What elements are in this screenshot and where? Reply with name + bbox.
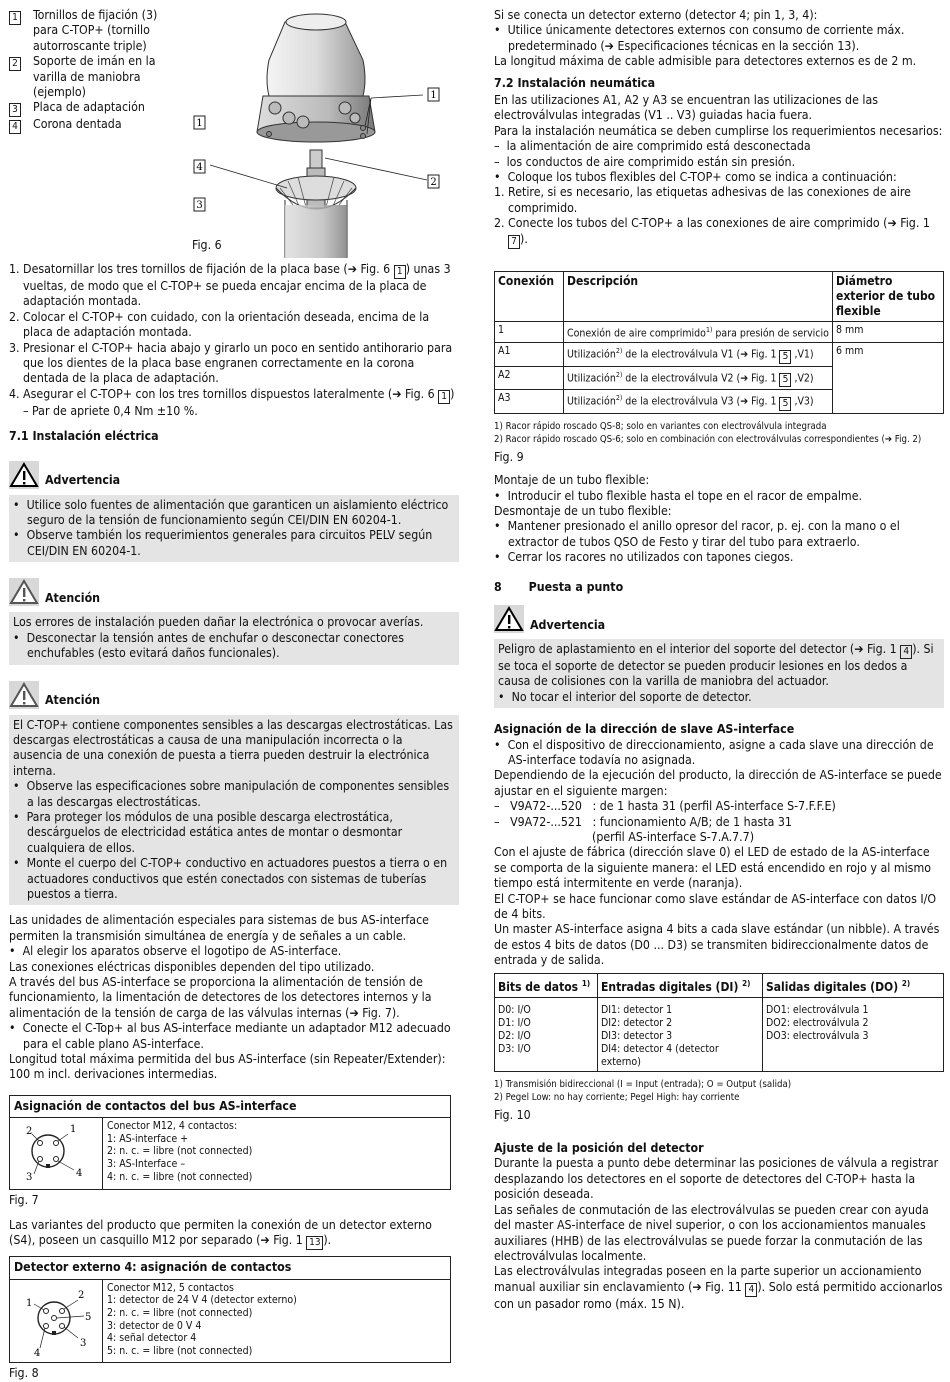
section-title: Ajuste de la posición del detector xyxy=(494,1141,704,1156)
connector-4pin-icon xyxy=(10,1118,102,1184)
warning-label: Advertencia xyxy=(530,617,606,632)
paragraph: Desmontaje de un tubo flexible: xyxy=(494,503,672,518)
pin-line: 5: n. c. = libre (not connected) xyxy=(107,1344,253,1357)
pin-label: 1 xyxy=(26,1297,33,1309)
step-text: 2. Conecte los tubos del C-TOP+ a las conexiones de aire comprimido (➔ Fig. 1 xyxy=(494,216,930,231)
table-cell: A2 xyxy=(495,366,564,390)
paragraph: ). xyxy=(323,1233,332,1248)
legend-text: Tornillos de fijación (3) para C-TOP+ (tornillo autorroscante triple) xyxy=(33,8,158,53)
table-cell: A1 xyxy=(495,343,564,367)
paragraph: Con el ajuste de fábrica (dirección slave 0) el LED de estado de la AS-interface se comporta de la siguiente manera: el LED está encendido en rojo y al mismo tiempo está intermitente en verde (naranja). xyxy=(494,845,931,891)
caution-item: Para proteger los módulos de una posible descarga electrostática, descárguelos de electricidad estática antes de montar o desmontar cualquiera de ellos. xyxy=(26,809,403,855)
paragraph: Para la instalación neumática se deben cumplirse los requerimientos necesarios: xyxy=(494,123,943,138)
paragraph: Longitud total máxima permitida del bus AS-interface (sin Repeater/Extender): 100 m incl. derivaciones intermedias. xyxy=(9,1052,446,1082)
pin-label: 4 xyxy=(34,1347,41,1358)
pin-label: 4 xyxy=(76,1168,83,1180)
fig10-caption: Fig. 10 xyxy=(494,1107,531,1122)
callout-box: 4 xyxy=(900,645,912,659)
pin-line: 3: detector de 0 V 4 xyxy=(107,1319,202,1332)
callout-box: 4 xyxy=(745,1283,757,1297)
caution-icon xyxy=(9,578,39,606)
callout-box: 1 xyxy=(394,265,406,279)
table-row xyxy=(495,343,944,367)
dash-text: (perfil AS-interface S-7.A.7.7) xyxy=(592,830,755,844)
step-text: 4. Asegurar el C-TOP+ con los tres tornillos dispuestos lateralmente (➔ Fig. 6 xyxy=(9,386,439,401)
pin-line: Conector M12, 4 contactos: xyxy=(107,1120,238,1133)
pin-label: 3 xyxy=(80,1337,87,1349)
paragraph: El C-TOP+ se hace funcionar como slave estándar de AS-interface con datos I/O de 4 bits. xyxy=(494,891,937,922)
footnote: 2) Pegel Low: no hay corriente; Pegel High: hay corriente xyxy=(494,1091,740,1103)
callout-label: 2 xyxy=(430,177,437,188)
table-cell: DI1: detector 1 DI2: detector 2 DI3: detector 3 DI4: detector 4 (detector externo) xyxy=(598,997,763,1071)
paragraph: La longitud máxima de cable admisible para detectores externos es de 2 m. xyxy=(494,54,917,69)
table-row xyxy=(495,321,944,343)
caution-label: Atención xyxy=(45,693,101,708)
warning-text: Peligro de aplastamiento en el interior del soporte del detector (➔ Fig. 1 xyxy=(498,641,901,656)
callout-box: 3 xyxy=(9,103,21,117)
table-cell: D0: I/O D1: I/O D2: I/O D3: I/O xyxy=(495,997,598,1071)
section-title: 8 Puesta a punto xyxy=(494,579,624,594)
step-text: 3. Presionar el C-TOP+ hacia abajo y girarlo un poco en sentido antihorario para que los dientes de la placa base engranen correctamente en la corona dentada de la placa de adaptación. xyxy=(9,340,453,386)
callout-box: 1 xyxy=(438,390,450,404)
footnote: 2) Racor rápido roscado QS-6; solo en combinación con electroválvulas correspondientes (➔ Fig. 2) xyxy=(494,433,922,445)
table-cell: Conexión de aire comprimido$^{1)}$ para presión de servicio xyxy=(564,321,833,343)
fig6-drawing xyxy=(185,0,460,258)
caution-box: Los errores de instalación pueden dañar la electrónica o provocar averías. • Desconectar la tensión antes de enchufar o desconectar conectores enchufables (esto evitará daños funcionales). xyxy=(9,612,459,664)
fig6-legend xyxy=(9,8,169,134)
fig7-pin-assignment xyxy=(9,1095,451,1190)
callout-box: 5 xyxy=(779,397,791,411)
left-column: 1. Desatornillar los tres tornillos de fijación de la placa base (➔ Fig. 6 1 ) unas 3 vueltas, de modo que el C-TOP+ se pueda encajar encima de la placa de adaptación montada. 2. Colocar el C-TOP+ con cuidado, con la orientación deseada, encima de la placa de adaptación montada. 3. Presionar el C-TOP+ hacia abajo y girarlo un poco en sentido antihorario para que los dientes de la placa base engranen correctamente en la corona dentada de la placa de adaptación. 4. Asegurar el C-TOP+ con los tres tornillos dispuestos lateralmente (➔ Fig. 6 1 ) – Par de apriete 0,4 Nm ±10 %. 7.1 Instalación eléctrica Advertencia • Utilice solo fuentes de alimentación que garanticen un aislamiento eléctrico seguro de la tensión de funcionamiento según CEI/DIN EN 60204-1. • Observe también los requerimientos generales para circuitos PELV según CEI/DIN EN 60204-1. Atención Los errores de instalación pueden dañar la electrónica o provocar averías. • Desconectar la tensión antes de enchufar o desconectar conectores enchufables (esto evitará daños funcionales). Atención El C-TOP+ contiene componentes sensibles a las descargas electrostáticas. Las descargas electrostáticas a causa de una manipulación incorrecta o la ausencia de una conexión de puesta a tierra pueden destruir la electrónica interna. • Observe las especificaciones sobre manipulación de componentes sensibles a las descargas electrostáticas. • Para proteger los módulos de una posible descarga electrostática, descárguelos de electricidad estática antes de montar o desmontar cualquiera de ellos. • Monte el cuerpo del C-TOP+ conductivo en actuadores puestos a tierra o en actuadores conductivos que estén conectados con sistemas de tuberías puestos a tierra. Las unidades de alimentación especiales para sistemas de bus AS-interface permiten la transmisión simultánea de energía y de señales a un cable. • Al elegir los aparatos observe el logotipo de AS-interface. Las conexiones eléctricas disponibles dependen del tipo utilizado. A través del bus AS-interface se proporciona la alimentación de tensión de funcionamiento, la limentación de detectores de los detectores internos y la alimentación de la tensión de carga de las válvulas internas (➔ Fig. 7). • Conecte el C-Top+ al bus AS-interface mediante un adaptador M12 adecuado para el cable plano AS-interface. Longitud total máxima permitida del bus AS-interface (sin Repeater/Extender): 100 m incl. derivaciones intermedias. Asignación de contactos del bus AS-interface 2 1 3 4 Conector M12, 4 contactos: 1: AS-interface + 2: n. c. = libre (not connected) 3: AS-Interface – 4: n. c. = libre (not connected) Fig. 7 Las variantes del producto que permiten la conexión de un detector externo (S4), poseen un casquillo M12 por separado (➔ Fig. 1 13 ). Detector externo 4: asignación de contactos 1 2 5 3 4 Conector M12, 5 contactos 1: detector de 24 V 4 (detector externo) 2: n. c. = libre (not connected) 3: detector de 0 V 4 4: señal detector 4 5: n. c. = libre (not connected) Fig. 8 xyxy=(9,262,459,1382)
pin-line: 3: AS-Interface – xyxy=(107,1158,186,1171)
pin-label: 1 xyxy=(70,1124,77,1136)
bullet-text: Utilice únicamente detectores externos con consumo de corriente máx. predeterminado (➔ Especificaciones técnicas en la sección 13). xyxy=(507,23,905,53)
callout-box: 1 xyxy=(9,11,21,25)
caution-header xyxy=(9,677,459,709)
dash-text: V9A72-...521 : funcionamiento A/B; de 1 hasta 31 xyxy=(510,814,792,829)
pin-line: 1: detector de 24 V 4 (detector externo) xyxy=(107,1294,297,1307)
table-cell: 8 mm xyxy=(833,321,944,343)
right-column: Si se conecta un detector externo (detector 4; pin 1, 3, 4): • Utilice únicamente detectores externos con consumo de corriente máx. predeterminado (➔ Especificaciones técnicas en la sección 13). La longitud máxima de cable admisible para detectores externos es de 2 m. 7.2 Instalación neumática En las utilizaciones A1, A2 y A3 se encuentran las utilizaciones de las electroválvulas integradas (V1 .. V3) guiadas hacia fuera. Para la instalación neumática se deben cumplirse los requerimientos necesarios: – la alimentación de aire comprimido está desconectada – los conductos de aire comprimido están sin presión. • Coloque los tubos flexibles del C-TOP+ como se indica a continuación: 1. Retire, si es necesario, las etiquetas adhesivas de las conexiones de aire comprimido. 2. Conecte los tubos del C-TOP+ a las conexiones de aire comprimido (➔ Fig. 1 7 ). Conexión Descripción Diámetro exterior de tubo flexible 1 Conexión de aire comprimido$^{1)}$ para presión de servicio 8 mm A1 Utilización$^{2)}$ de la electroválvula V1 (➔ Fig. 1 5 ,V1) 6 mm A2 Utilización$^{2)}$ de la electroválvula V2 (➔ Fig. 1 5 ,V2) A3 Utilización$^{2)}$ de la electroválvula V3 (➔ Fig. 1 5 ,V3) 1) Racor rápido roscado QS-8; solo en variantes con electroválvula integrada 2) Racor rápido roscado QS-6; solo en combinación con electroválvulas correspondientes (➔ Fig. 2) Fig. 9 Montaje de un tubo flexible: • Introducir el tubo flexible hasta el tope en el racor de empalme. Desmontaje de un tubo flexible: • Mantener presionado el anillo opresor del racor, p. ej. con la mano o el extractor de tubos QSO de Festo y tirar del tubo para extraerlo. • Cerrar los racores no utilizados con tapones ciegos. 8 Puesta a punto Advertencia Peligro de aplastamiento en el interior del soporte del detector (➔ Fig. 1 4 ). Si se toca el soporte de detector se pueden producir lesiones en los dedos a causa de colisiones con la varilla de maniobra del actuador. • No tocar el interior del soporte de detector. Asignación de la dirección de slave AS-interface • Con el dispositivo de direccionamiento, asigne a cada slave una dirección de AS-interface todavía no asignada. Dependiendo de la ejecución del producto, la dirección de AS-interface se puede ajustar en el siguiente margen: – V9A72-...520 : de 1 hasta 31 (perfil AS-interface S-7.F.F.E) – V9A72-...521 : funcionamiento A/B; de 1 hasta 31 (perfil AS-interface S-7.A.7.7) Con el ajuste de fábrica (dirección slave 0) el LED de estado de la AS-interface se comporta de la siguiente manera: el LED está encendido en rojo y al mismo tiempo está intermitente en verde (naranja). El C-TOP+ se hace funcionar como slave estándar de AS-interface con datos I/O de 4 bits. Un master AS-interface asigna 4 bits a cada slave estándar (un nibble). A través de estos 4 bits de datos (D0 ... D3) se transmiten bidireccionalmente datos de entrada y de salida. Bits de datos $^{1)}$ Entradas digitales (DI) $^{2)}$ Salidas digitales (DO) $^{2)}$ D0: I/O D1: I/O D2: I/O D3: I/O DI1: detector 1 DI2: detector 2 DI3: detector 3 DI4: detector 4 (detector externo) DO1: electroválvula 1 DO2: electroválvula 2 DO3: electroválvula 3 1) Transmisión bidireccional (I = Input (entrada); O = Output (salida) 2) Pegel Low: no hay corriente; Pegel High: hay corriente Fig. 10 Ajuste de la posición del detector Durante la puesta a punto debe determinar las posiciones de válvula a registrar desplazando los detectores en el soporte de detectores del C-TOP+ hasta la posición deseada. Las señales de conmutación de las electroválvulas se pueden crear con ayuda del master AS-interface de nivel superior, o con los accionamientos manuales auxiliares (HHB) de las electroválvulas se puede forzar la conmutación de las electroválvulas localmente. Las electroválvulas integradas poseen en la parte superior un accionamiento manual auxiliar sin enclavamiento (➔ Fig. 11 4 ). Solo está permitido accionarlos con un pasador romo (máx. 15 N). xyxy=(494,8,943,1311)
legend-text: Soporte de imán en la varilla de maniobra (ejemplo) xyxy=(33,54,156,100)
warning-icon xyxy=(9,461,39,489)
callout-box: 5 xyxy=(779,373,791,387)
caution-item: Desconectar la tensión antes de enchufar o desconectar conectores enchufables (esto evitará daños funcionales). xyxy=(26,630,404,661)
step-text: 1. Desatornillar los tres tornillos de fijación de la placa base (➔ Fig. 6 xyxy=(9,262,394,276)
table-cell: Utilización$^{2)}$ de la electroválvula V3 (➔ Fig. 1 5 ,V3) xyxy=(564,390,833,414)
m12-5pin-connector xyxy=(10,1280,103,1362)
warning-header xyxy=(494,601,944,633)
table-header: Salidas digitales (DO) $^{2)}$ xyxy=(763,973,944,997)
warning-label: Advertencia xyxy=(45,473,121,488)
paragraph: Las unidades de alimentación especiales para sistemas de bus AS-interface permiten la transmisión simultánea de energía y de señales a un cable. xyxy=(9,913,429,943)
callout-box: 7 xyxy=(508,235,520,249)
dash-text: V9A72-...520 : de 1 hasta 31 (perfil AS-interface S-7.F.F.E) xyxy=(510,799,836,814)
caution-icon xyxy=(9,681,39,709)
mount-steps xyxy=(9,262,459,419)
fig8-pin-assignment xyxy=(9,1256,451,1363)
table-header: Entradas digitales (DI) $^{2)}$ xyxy=(598,973,763,997)
paragraph: Durante la puesta a punto debe determinar las posiciones de válvula a registrar desplazando los detectores en el soporte de detectores del C-TOP+ hasta la posición deseada. xyxy=(494,1156,939,1202)
table-cell: 6 mm xyxy=(833,343,944,414)
bullet-text: Mantener presionado el anillo opresor del racor, p. ej. con la mano o el extractor de tubos QSO de Festo y tirar del tubo para extraerlo. xyxy=(507,519,900,549)
pin-line: 2: n. c. = libre (not connected) xyxy=(107,1145,253,1158)
fig9-caption: Fig. 9 xyxy=(494,449,524,464)
paragraph: Las conexiones eléctricas disponibles dependen del tipo utilizado. xyxy=(9,959,375,974)
pin-label: 2 xyxy=(26,1126,33,1138)
callout-box: 2 xyxy=(9,57,21,71)
fig6-caption: Fig. 6 xyxy=(192,238,222,252)
fig10-table xyxy=(494,973,944,1072)
table-header: Descripción xyxy=(564,271,833,321)
dash-text: los conductos de aire comprimido están sin presión. xyxy=(506,154,796,169)
bullet-text: Al elegir los aparatos observe el logotipo de AS-interface. xyxy=(22,944,342,959)
step-text: ) unas 3 vueltas, de modo que el C-TOP+ se pueda encajar encima de la placa de adaptación montada. xyxy=(23,262,451,309)
step-text: 1. Retire, si es necesario, las etiquetas adhesivas de las conexiones de aire comprimido. xyxy=(494,185,911,215)
paragraph: Las electroválvulas integradas poseen en la parte superior un accionamiento manual auxiliar sin enclavamiento (➔ Fig. 11 xyxy=(494,1264,922,1294)
caution-label: Atención xyxy=(45,590,101,605)
table-row xyxy=(495,997,944,1071)
step-text: ). xyxy=(520,231,528,246)
warning-text: ). Si se toca el soporte de detector se pueden producir lesiones en los dedos a causa de colisiones con la varilla de maniobra del actuador. xyxy=(498,641,934,689)
legend-text: Placa de adaptación xyxy=(33,100,145,115)
bullet-text: Cerrar los racores no utilizados con tapones ciegos. xyxy=(507,550,794,565)
paragraph: A través del bus AS-interface se proporciona la alimentación de tensión de funcionamiento, la limentación de detectores de los detectores internos y la alimentación de la tensión de carga de las válvulas internas (➔ Fig. 7). xyxy=(9,975,432,1020)
paragraph: Las señales de conmutación de las electroválvulas se pueden crear con ayuda del master AS-interface de nivel superior, o con los accionamientos manuales auxiliares (HHB) de las electroválvulas se puede forzar la conmutación de las electroválvulas localmente. xyxy=(494,1202,929,1263)
step-text: ) – Par de apriete 0,4 Nm ±10 %. xyxy=(23,386,455,418)
fig7-caption: Fig. 7 xyxy=(9,1192,39,1207)
dash-text: la alimentación de aire comprimido está desconectada xyxy=(506,139,811,154)
caution-header xyxy=(9,574,459,606)
paragraph: Si se conecta un detector externo (detector 4; pin 1, 3, 4): xyxy=(494,8,818,22)
pin-line: 4: señal detector 4 xyxy=(107,1332,197,1345)
pin-label: 3 xyxy=(26,1172,33,1184)
table-cell: Utilización$^{2)}$ de la electroválvula V1 (➔ Fig. 1 5 ,V1) xyxy=(564,343,833,367)
callout-label: 1 xyxy=(196,118,203,129)
warning-box: Peligro de aplastamiento en el interior del soporte del detector (➔ Fig. 1 4 ). Si se toca el soporte de detector se pueden producir lesiones en los dedos a causa de colisiones con la varilla de maniobra del actuador. • No tocar el interior del soporte de detector. xyxy=(494,639,944,708)
pin-line: 4: n. c. = libre (not connected) xyxy=(107,1170,253,1183)
m12-4pin-connector xyxy=(10,1118,103,1188)
bullet-text: Con el dispositivo de direccionamiento, asigne a cada slave una dirección de AS-interface todavía no asignada. xyxy=(507,737,934,767)
paragraph: ). Solo está permitido accionarlos con un pasador romo (máx. 15 N). xyxy=(494,1279,943,1311)
fig7-title: Asignación de contactos del bus AS-interface xyxy=(10,1096,450,1118)
pin-line: 1: AS-interface + xyxy=(107,1132,189,1145)
warning-header xyxy=(9,457,459,489)
table-cell: 1 xyxy=(495,321,564,343)
footnote: 1) Transmisión bidireccional (I = Input (entrada); O = Output (salida) xyxy=(494,1078,792,1090)
paragraph: Montaje de un tubo flexible: xyxy=(494,473,650,488)
caution-box: El C-TOP+ contiene componentes sensibles a las descargas electrostáticas. Las descargas electrostáticas a causa de una manipulación incorrecta o la ausencia de una conexión de puesta a tierra pueden destruir la electrónica interna. • Observe las especificaciones sobre manipulación de componentes sensibles a las descargas electrostáticas. • Para proteger los módulos de una posible descarga electrostática, descárguelos de electricidad estática antes de montar o desmontar cualquiera de ellos. • Monte el cuerpo del C-TOP+ conductivo en actuadores puestos a tierra o en actuadores conductivos que estén conectados con sistemas de tuberías puestos a tierra. xyxy=(9,715,459,906)
bullet-text: Coloque los tubos flexibles del C-TOP+ como se indica a continuación: xyxy=(507,170,897,185)
callout-label: 4 xyxy=(196,162,203,173)
warning-box: • Utilice solo fuentes de alimentación que garanticen un aislamiento eléctrico seguro de la tensión de funcionamiento según CEI/DIN EN 60204-1. • Observe también los requerimientos generales para circuitos PELV según CEI/DIN EN 60204-1. xyxy=(9,495,459,563)
warning-item: No tocar el interior del soporte de detector. xyxy=(511,689,752,704)
footnote: 1) Racor rápido roscado QS-8; solo en variantes con electroválvula integrada xyxy=(494,420,827,432)
caution-item: Observe las especificaciones sobre manipulación de componentes sensibles a las descargas electrostáticas. xyxy=(26,779,450,809)
table-cell: A3 xyxy=(495,390,564,414)
warning-item: Utilice solo fuentes de alimentación que garanticen un aislamiento eléctrico seguro de la tensión de funcionamiento según CEI/DIN EN 60204-1. xyxy=(26,497,449,528)
paragraph: En las utilizaciones A1, A2 y A3 se encuentran las utilizaciones de las electroválvulas integradas (V1 .. V3) guiadas hacia fuera. xyxy=(494,93,879,123)
bullet-text: Introducir el tubo flexible hasta el tope en el racor de empalme. xyxy=(507,488,863,503)
step-text: 2. Colocar el C-TOP+ con cuidado, con la orientación deseada, encima de la placa de adaptación montada. xyxy=(9,309,430,340)
paragraph: Dependiendo de la ejecución del producto, la dirección de AS-interface se puede ajustar en el siguiente margen: xyxy=(494,768,942,798)
pin-line: Conector M12, 5 contactos xyxy=(107,1281,234,1294)
connector-5pin-icon xyxy=(10,1280,102,1358)
table-header: Bits de datos $^{1)}$ xyxy=(495,973,598,997)
section-title: 7.2 Instalación neumática xyxy=(494,75,656,90)
fig8-title: Detector externo 4: asignación de contactos xyxy=(10,1257,450,1279)
callout-box: 5 xyxy=(779,350,791,364)
callout-label: 3 xyxy=(196,200,203,211)
caution-item: Monte el cuerpo del C-TOP+ conductivo en actuadores puestos a tierra o en actuadores conductivos que estén conectados con sistemas de tuberías puestos a tierra. xyxy=(26,856,448,901)
section-title: 7.1 Instalación eléctrica xyxy=(9,429,159,444)
paragraph: Las variantes del producto que permiten la conexión de un detector externo (S4), poseen un casquillo M12 por separado (➔ Fig. 1 xyxy=(9,1218,432,1248)
section-title: Asignación de la dirección de slave AS-interface xyxy=(494,722,795,737)
table-cell: DO1: electroválvula 1 DO2: electroválvula 2 DO3: electroválvula 3 xyxy=(763,997,944,1071)
paragraph: Un master AS-interface asigna 4 bits a cada slave estándar (un nibble). A través de estos 4 bits de datos (D0 ... D3) se transmiten bidireccionalmente datos de entrada y de salida. xyxy=(494,922,940,968)
callout-label: 1 xyxy=(430,90,437,101)
callout-box: 4 xyxy=(9,120,21,134)
legend-text: Corona dentada xyxy=(33,117,122,132)
warning-icon xyxy=(494,605,524,633)
callout-box: 13 xyxy=(306,1236,323,1250)
warning-item: Observe también los requerimientos generales para circuitos PELV según CEI/DIN EN 60204-1. xyxy=(26,528,433,558)
table-header: Diámetro exterior de tubo flexible xyxy=(833,271,944,321)
fig8-caption: Fig. 8 xyxy=(9,1366,39,1381)
pin-label: 2 xyxy=(78,1289,85,1301)
pin-label: 5 xyxy=(85,1311,92,1323)
pin-line: 2: n. c. = libre (not connected) xyxy=(107,1307,253,1320)
table-header: Conexión xyxy=(495,271,564,321)
caution-text: Los errores de instalación pueden dañar la electrónica o provocar averías. xyxy=(13,615,424,630)
bullet-text: Conecte el C-Top+ al bus AS-interface mediante un adaptador M12 adecuado para el cable plano AS-interface. xyxy=(22,1021,451,1051)
caution-text: El C-TOP+ contiene componentes sensibles a las descargas electrostáticas. Las descargas electrostáticas a causa de una manipulación incorrecta o la ausencia de una conexión de puesta a tierra pueden destruir la electrónica interna. xyxy=(13,717,453,778)
fig9-table xyxy=(494,271,944,414)
table-cell: Utilización$^{2)}$ de la electroválvula V2 (➔ Fig. 1 5 ,V2) xyxy=(564,366,833,390)
